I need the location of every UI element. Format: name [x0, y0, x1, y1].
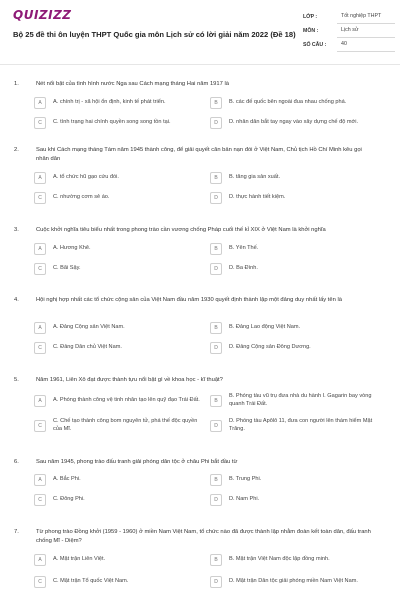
option-letter-box: A [34, 554, 46, 566]
option-text: A. Đảng Cộng sản Việt Nam. [53, 324, 125, 331]
options-grid [34, 388, 386, 438]
option-letter-box: A [34, 243, 46, 255]
option-text: B. Đảng Lao động Việt Nam. [229, 324, 301, 331]
question-text: Năm 1961, Liên Xô đạt được thành tựu nổi bật gì về khoa học - kĩ thuật? [36, 377, 223, 383]
option-text: B. tăng gia sản xuất. [229, 174, 280, 181]
option-text: C. Đông Phi. [53, 496, 85, 503]
option-text: D. nhân dân bắt tay ngay vào xây dựng chế độ mới. [229, 119, 359, 126]
question-number: 4. [14, 297, 19, 303]
question-text: Sau khi Cách mạng tháng Tám năm 1945 thành công, để giải quyết căn bản nạn đói ở Việt Nam, Chủ tịch Hồ Chí Minh kêu gọi nhân dân [36, 147, 362, 162]
option-letter-box: B [210, 97, 222, 109]
meta-key: LỚP : [303, 14, 318, 20]
question-3 [0, 226, 400, 272]
question-number: 7. [14, 529, 19, 535]
option-d[interactable] [210, 490, 386, 510]
option-a[interactable] [34, 168, 210, 188]
option-letter-box: C [34, 263, 46, 275]
question-number: 1. [14, 81, 19, 87]
option-text: C. Mặt trận Tổ quốc Việt Nam. [53, 578, 129, 585]
option-letter-box: D [210, 263, 222, 275]
option-letter-box: C [34, 342, 46, 354]
question-number: 5. [14, 377, 19, 383]
question-4 [0, 296, 400, 351]
option-text: D. Nam Phi. [229, 496, 260, 503]
option-text: B. Phóng tàu vũ trụ đưa nhà du hành I. Gagarin bay vòng quanh Trái Đất. [229, 393, 372, 407]
option-b[interactable] [210, 93, 386, 113]
question-text: Từ phong trào Đồng khởi (1959 - 1960) ở miền Nam Việt Nam, tổ chức nào đã được thành lập nhằm đoàn kết toàn dân, đấu tranh chống Mĩ - Diệm? [36, 529, 371, 544]
options-grid [34, 168, 386, 208]
question-7 [0, 528, 400, 585]
option-b[interactable] [210, 168, 386, 188]
option-letter-box: B [210, 554, 222, 566]
option-c[interactable] [34, 413, 210, 438]
option-letter-box: A [34, 172, 46, 184]
option-d[interactable] [210, 338, 386, 358]
meta-row-count [303, 38, 395, 52]
question-6 [0, 458, 400, 503]
option-text: D. Phóng tàu Apôlô 11, đưa con người lên thám hiểm Mặt Trăng. [229, 418, 373, 432]
option-text: A. chính trị - xã hội ổn định, kinh tế phát triển. [53, 99, 166, 106]
option-c[interactable] [34, 338, 210, 358]
question-5 [0, 376, 400, 432]
option-text: B. Yên Thế. [229, 245, 259, 252]
option-letter-box: D [210, 192, 222, 204]
option-letter-box: B [210, 322, 222, 334]
option-letter-box: B [210, 172, 222, 184]
document-title: Bộ 25 đề thi ôn luyện THPT Quốc gia môn Lịch sử có lời giải năm 2022 (Đề 18) [13, 30, 296, 39]
option-text: B. các đế quốc bên ngoài đua nhau chống phá. [229, 99, 347, 106]
option-text: A. Hương Khê. [53, 245, 91, 252]
quizizz-logo: QUIZIZZ [13, 8, 72, 22]
option-letter-box: C [34, 420, 46, 432]
option-letter-box: D [210, 576, 222, 588]
options-grid [34, 550, 386, 594]
option-d[interactable] [210, 188, 386, 208]
option-c[interactable] [34, 188, 210, 208]
question-text: Cuộc khởi nghĩa tiêu biểu nhất trong phong trào cần vương chống Pháp cuối thế kỉ XIX ở Việt Nam là khởi nghĩa [36, 227, 326, 233]
option-a[interactable] [34, 470, 210, 490]
option-d[interactable] [210, 259, 386, 279]
meta-key: SỐ CÂU : [303, 42, 327, 48]
meta-row-subject [303, 24, 395, 38]
option-letter-box: C [34, 117, 46, 129]
option-b[interactable] [210, 388, 386, 413]
option-text: B. Mặt trận Việt Nam độc lập đồng minh. [229, 556, 330, 563]
option-text: D. thực hành tiết kiệm. [229, 194, 286, 201]
question-number: 2. [14, 147, 19, 153]
option-c[interactable] [34, 570, 210, 594]
meta-value: Tốt nghiệp THPT [337, 10, 395, 24]
option-b[interactable] [210, 239, 386, 259]
meta-fields [303, 10, 395, 52]
option-text: C. tình trạng hai chính quyền song song tồn tại. [53, 119, 171, 126]
option-letter-box: D [210, 494, 222, 506]
option-c[interactable] [34, 490, 210, 510]
option-text: A. Mặt trận Liên Việt. [53, 556, 106, 563]
option-text: A. Phóng thành công vệ tinh nhân tạo lên quỹ đạo Trái Đất. [53, 396, 200, 403]
option-text: C. Bãi Sậy. [53, 265, 81, 272]
option-a[interactable] [34, 318, 210, 338]
question-number: 6. [14, 459, 19, 465]
question-2 [0, 146, 400, 201]
options-grid [34, 318, 386, 358]
option-d[interactable] [210, 113, 386, 133]
option-letter-box: C [34, 494, 46, 506]
option-a[interactable] [34, 93, 210, 113]
option-text: C. Chế tạo thành công bom nguyên tử, phá thế độc quyền của Mĩ. [53, 418, 198, 432]
option-b[interactable] [210, 318, 386, 338]
option-c[interactable] [34, 113, 210, 133]
option-letter-box: B [210, 243, 222, 255]
option-c[interactable] [34, 259, 210, 279]
option-letter-box: B [210, 395, 222, 407]
option-letter-box: D [210, 420, 222, 432]
option-letter-box: A [34, 474, 46, 486]
question-text: Hội nghị hợp nhất các tổ chức cộng sản của Việt Nam đầu năm 1930 quyết định thành lập một đảng duy nhất lấy tên là [36, 297, 342, 303]
option-letter-box: A [34, 395, 46, 407]
option-letter-box: A [34, 322, 46, 334]
option-text: C. Đảng Dân chủ Việt Nam. [53, 344, 122, 351]
option-letter-box: D [210, 342, 222, 354]
question-number: 3. [14, 227, 19, 233]
option-text: D. Đảng Cộng sản Đông Dương. [229, 344, 311, 351]
question-1 [0, 80, 400, 126]
options-grid [34, 93, 386, 133]
option-letter-box: B [210, 474, 222, 486]
worksheet-header [0, 0, 400, 65]
question-text: Sau năm 1945, phong trào đấu tranh giải phóng dân tộc ở châu Phi bắt đầu từ [36, 459, 238, 465]
option-a[interactable] [34, 550, 210, 570]
option-b[interactable] [210, 470, 386, 490]
question-text: Nét nổi bật của tình hình nước Nga sau Cách mạng tháng Hai năm 1917 là [36, 81, 229, 87]
meta-key: MÔN : [303, 28, 319, 34]
option-letter-box: A [34, 97, 46, 109]
option-text: C. nhường cơm sẻ áo. [53, 194, 110, 201]
option-text: A. tổ chức hũ gạo cứu đói. [53, 174, 119, 181]
meta-value: Lịch sử [337, 24, 395, 38]
option-a[interactable] [34, 388, 210, 413]
option-d[interactable] [210, 570, 386, 594]
meta-value: 40 [337, 38, 395, 52]
option-text: D. Ba Đình. [229, 265, 258, 272]
option-text: D. Mặt trận Dân tộc giải phóng miền Nam Việt Nam. [229, 578, 358, 585]
option-d[interactable] [210, 413, 386, 438]
meta-row-class [303, 10, 395, 24]
option-text: B. Trung Phi. [229, 476, 262, 483]
option-text: A. Bắc Phi. [53, 476, 81, 483]
options-grid [34, 239, 386, 279]
options-grid [34, 470, 386, 510]
option-letter-box: C [34, 192, 46, 204]
option-b[interactable] [210, 550, 386, 570]
option-letter-box: C [34, 576, 46, 588]
option-a[interactable] [34, 239, 210, 259]
option-letter-box: D [210, 117, 222, 129]
